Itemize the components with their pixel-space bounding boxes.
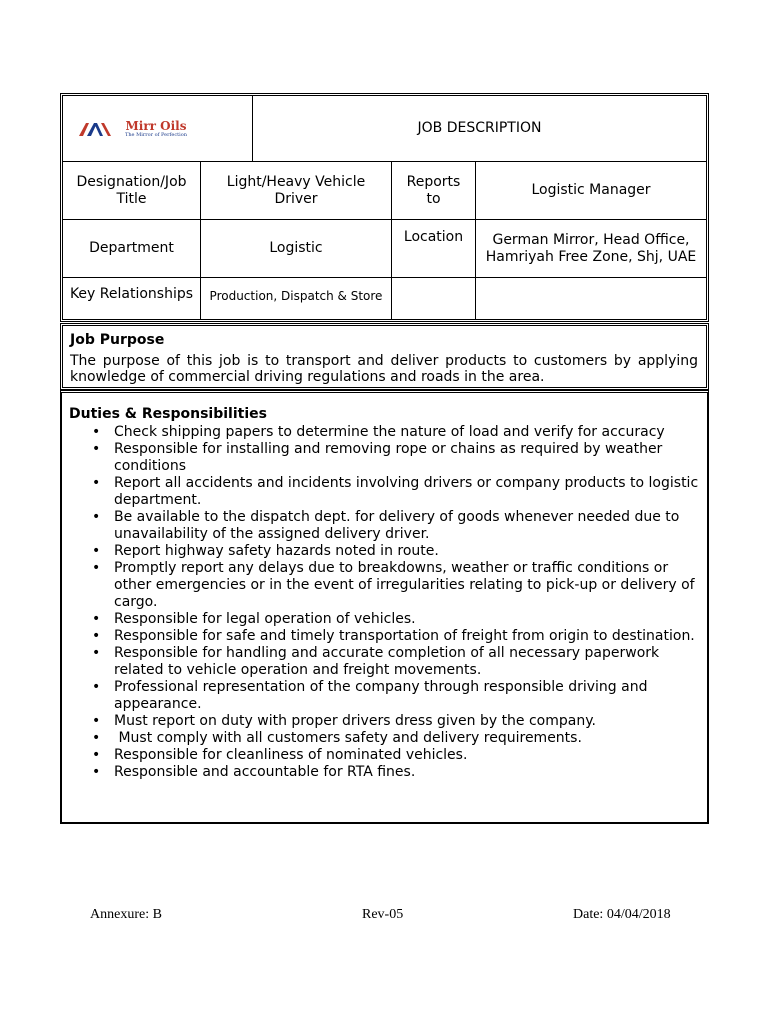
logo-cell (63, 96, 252, 161)
list-item: • Responsible for legal operation of vehicles. (114, 611, 699, 628)
footer-revision: Rev-05 (362, 907, 404, 922)
header-table (60, 93, 709, 322)
list-item: • Responsible for safe and timely transportation of freight from origin to destination. (114, 628, 699, 645)
list-item: • Must report on duty with proper drivers dress given by the company. (114, 713, 699, 730)
location-label: Location (403, 229, 464, 245)
list-item: • Report highway safety hazards noted in route. (114, 543, 699, 560)
list-item: • Responsible for installing and removing rope or chains as required by weather conditions (114, 441, 699, 475)
job-purpose-heading: Job Purpose (70, 332, 165, 348)
list-item: • Professional representation of the company through responsible driving and appearance. (114, 679, 699, 713)
list-item: • Check shipping papers to determine the nature of load and verify for accuracy (114, 424, 699, 441)
list-item: • Responsible and accountable for RTA fines. (114, 764, 699, 781)
mirr-oils-logo-icon (77, 121, 117, 137)
page-title: JOB DESCRIPTION (417, 120, 542, 136)
department-label: Department (89, 240, 174, 256)
key-relationships-label: Key Relationships (69, 286, 194, 302)
footer-annexure: Annexure: B (90, 907, 162, 922)
logo-wordmark: Mirr Oils The Mirror of Perfection (125, 118, 187, 138)
designation-label: Designation/Job Title (76, 173, 187, 207)
empty-cell (392, 278, 475, 320)
key-relationships-value: Production, Dispatch & Store (209, 289, 383, 303)
job-purpose-section (60, 323, 709, 390)
reports-value: Logistic Manager (531, 182, 651, 198)
duties-list (69, 424, 699, 781)
company-logo (77, 120, 187, 138)
list-item: • Must comply with all customers safety and delivery requirements. (114, 730, 699, 747)
empty-cell (476, 278, 706, 320)
list-item: • Promptly report any delays due to breakdowns, weather or traffic conditions or other emergencies or in the event of irregularities relating to pick-up or delivery of cargo. (114, 560, 699, 611)
list-item: • Report all accidents and incidents involving drivers or company products to logistic department. (114, 475, 699, 509)
list-item: • Responsible for handling and accurate completion of all necessary paperwork related to vehicle operation and freight movements. (114, 645, 699, 679)
location-value: German Mirror, Head Office, Hamriyah Free Zone, Shj, UAE (485, 231, 697, 265)
list-item: • Responsible for cleanliness of nominated vehicles. (114, 747, 699, 764)
footer-date: Date: 04/04/2018 (573, 907, 671, 922)
department-value: Logistic (269, 240, 323, 256)
designation-value: Light/Heavy Vehicle Driver (226, 173, 366, 207)
list-item: • Be available to the dispatch dept. for delivery of goods whenever needed due to unavailability of the assigned delivery driver. (114, 509, 699, 543)
reports-label: Reports to (406, 173, 461, 207)
job-purpose-text: The purpose of this job is to transport and deliver products to customers by applying knowledge of commercial driving regulations and roads in the area. (70, 353, 698, 385)
duties-heading: Duties & Responsibilities (69, 406, 267, 422)
duties-section (60, 390, 709, 824)
